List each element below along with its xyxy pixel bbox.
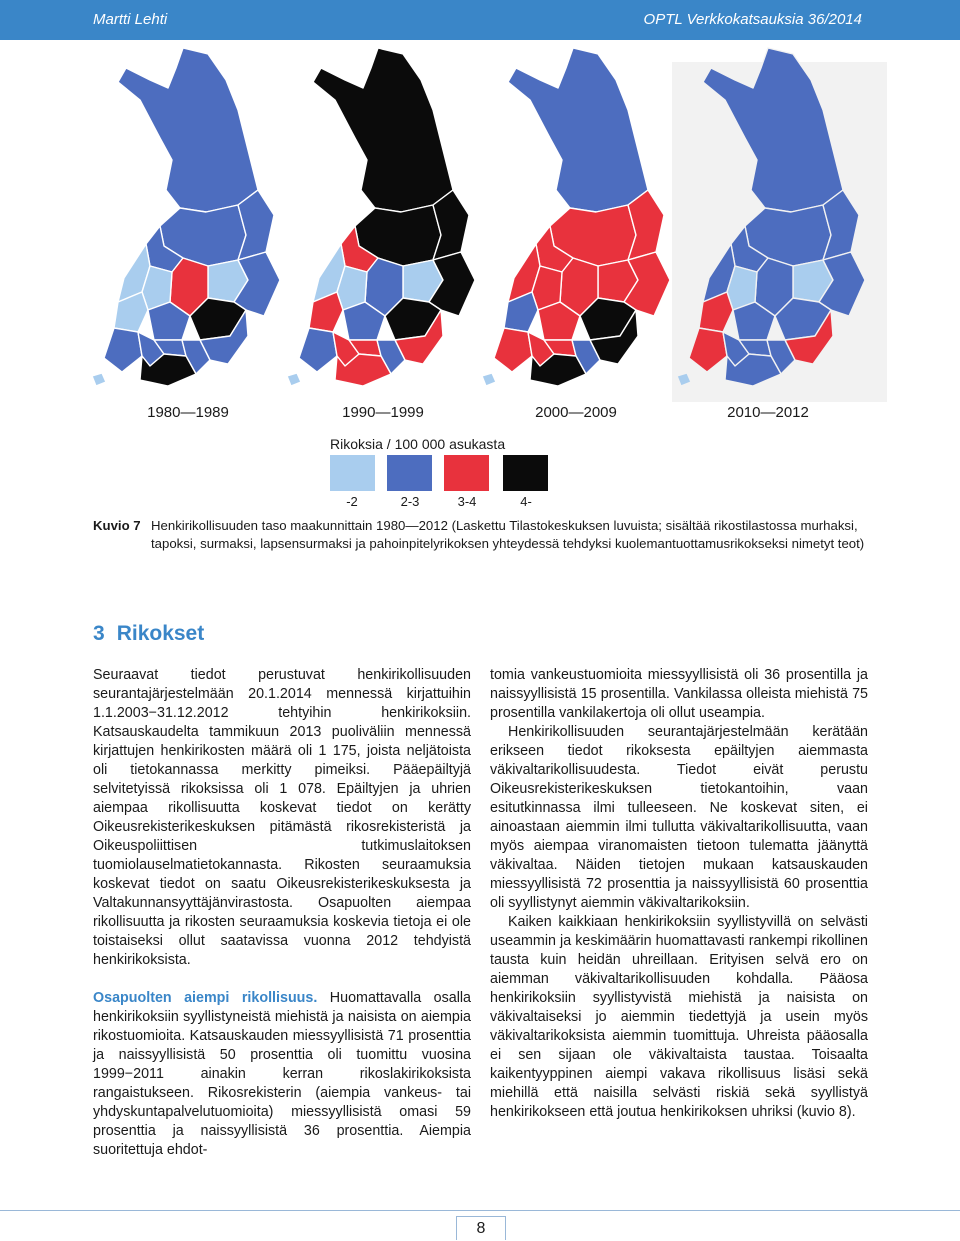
region-southwest-finland (689, 328, 727, 372)
period-label-3: 2000—2009 (535, 404, 617, 421)
legend-swatch-low (387, 455, 432, 491)
map-1980-1989 (88, 40, 288, 402)
caption-text: Henkirikollisuuden taso maakunnittain 1980—2012 (Laskettu Tilastokeskuksen luvuista; sisältää rikostilastossa murhaksi, tapoksi, surmaksi, lapsensurmaksi ja pahoinpitelyrikoksen yhteydessä tehdyksi kuolemantuottamusrikokseksi nimetyt teot) (151, 518, 865, 551)
region-aland (92, 373, 106, 386)
region-kainuu (628, 190, 664, 260)
header-series: OPTL Verkkokatsauksia 36/2014 (643, 11, 862, 28)
section-number: 3 (93, 622, 105, 645)
region-lapland (313, 48, 453, 212)
legend-range-3: 3-4 (457, 494, 477, 509)
period-label-2: 1990—1999 (342, 404, 424, 421)
legend-range-4: 4- (520, 494, 532, 509)
legend-swatch-highest (503, 455, 548, 491)
caption-label: Kuvio 7 (93, 518, 141, 533)
region-kainuu (238, 190, 274, 260)
region-lapland (703, 48, 843, 212)
period-label-1: 1980—1989 (147, 404, 229, 421)
page-header (0, 0, 960, 40)
left-paragraph-2 (93, 989, 471, 1160)
region-lapland (118, 48, 258, 212)
map-2010-2012 (673, 40, 873, 402)
page-number: 8 (456, 1216, 506, 1240)
period-label-4: 2010—2012 (727, 404, 809, 421)
map-1990-1999 (283, 40, 483, 402)
region-aland (287, 373, 301, 386)
legend-range-1: -2 (346, 494, 358, 509)
map-2000-2009 (478, 40, 678, 402)
region-aland (482, 373, 496, 386)
legend-range-2: 2-3 (400, 494, 420, 509)
finland-maps-figure (0, 40, 960, 420)
legend-swatch-lowest (330, 455, 375, 491)
subheading: Osapuolten aiempi rikollisuus. (93, 990, 318, 1006)
region-southwest-finland (494, 328, 532, 372)
region-lapland (508, 48, 648, 212)
legend-title: Rikoksia / 100 000 asukasta (330, 436, 506, 452)
left-paragraph-2-text: Huomattavalla osalla henkirikoksiin syyllistyneistä miehistä ja naisista on aiempia rikostuomioita. Katsauskauden miessyyllisistä 71 prosenttia ja naissyyllisistä 50 prosenttia oli tuomittu vuosina 1999−2011 ainakin kerran rikoslakirikoksista rangaistukseen. Rikosrekisterin (aiempia vankeus- tai yhdyskuntapalvelutuomioita) miessyyllisistä omasi 59 prosenttia ja naissyyllisistä 36 prosenttia. Aiempia suoritettuja ehdot- (93, 990, 472, 1158)
legend-swatch-high (444, 455, 489, 491)
region-kainuu (433, 190, 469, 260)
region-kainuu (823, 190, 859, 260)
region-aland (677, 373, 691, 386)
region-southwest-finland (299, 328, 337, 372)
left-paragraph-1: Seuraavat tiedot perustuvat henkirikollisuuden seurantajärjestelmään 20.1.2014 mennessä kirjattuihin 1.1.2003−31.12.2012 tehtyihin henkirikoksiin. Katsauskaudelta tammikuun 2013 puoliväliin mennessä kirjattujen henkirikosten määrä oli 1 175, joista neljätoista oli tietokannassa merkitty pimeiksi. Pääepäiltyjä selvitetyissä rikoksissa oli 1 078. Epäiltyjen ja uhrien aiempaa rikollisuutta koskevat tiedot on kerätty Oikeusrekisterikeskuksen pitämästä rikosrekisteristä ja Oikeuspoliittisen tutkimuslaitoksen tuomiolauselmatietokannasta. Rikosten seuraamuksia koskevat tiedot on saatu Oikeusrekisterikeskuksesta ja Valtakunnansyyttäjänvirastosta. Osapuolten aiempaa rikollisuutta ja rikosten seuraamuksia koskevia tietoja ei ole toistaiseksi ollut saatavissa vuonna 2012 tehdyistä henkirikoksista. (93, 667, 471, 968)
left-column (93, 666, 471, 1160)
right-paragraph-2: Henkirikollisuuden seurantajärjestelmään kerätään erikseen tiedot rikoksesta epäiltyjen aiemmasta väkivaltarikollisuudesta. Tiedot eivät perustu Oikeusrekisterikeskuksen tietokantoihin, vaan esitutkinnassa ilmi tulleeseen. Ne koskevat siten, ei ainoastaan aiemmin ilmi tullutta väkivaltarikollisuutta, vaan myös aiempaa viranomaisten tietoon tulematta jäänyttä väkivaltaa. Näiden tietojen mukaan katsauskauden miessyyllisistä 72 prosenttia ja naissyyllisistä 60 prosenttia oli syyllistynyt aiemmin väkivaltarikoksiin. (490, 724, 868, 911)
right-paragraph-1: tomia vankeustuomioita miessyyllisistä oli 36 prosentilla ja naissyyllisistä 15 prosentilla. Vankilassa olleista miehistä 75 prosentilla vankilakertoja oli ollut useampia. (490, 667, 868, 721)
section-heading (93, 622, 204, 646)
footer-rule (0, 1210, 960, 1211)
right-paragraph-3: Kaiken kaikkiaan henkirikoksiin syyllistyvillä on selvästi useammin ja keskimäärin huomattavasti rankempi rikollinen tausta kuin heidän uhreillaan. Erityisen selvä ero on aiemman väkivaltarikollisuuden kohdalla. Pääosa henkirikoksiin syyllistyvistä miehistä ja naisista on väkivaltaiseksi jo aiemmin tiedettyjä ja usein myös väkivaltarikoksista aiemmin tuomittuja. Uhreista pääosalla ei sen sijaan ole väkivaltaista taustaa. Toisaalta kaikentyyppinen aiempi vakava rikollisuus lisäsi sekä miehillä että naisilla selvästi riskiä sekä syyllistyä henkirikokseen että joutua henkirikoksen uhriksi (kuvio 8). (490, 914, 868, 1120)
header-author: Martti Lehti (93, 11, 168, 28)
section-title: Rikokset (116, 622, 205, 645)
region-southwest-finland (104, 328, 142, 372)
right-column (490, 666, 868, 1122)
